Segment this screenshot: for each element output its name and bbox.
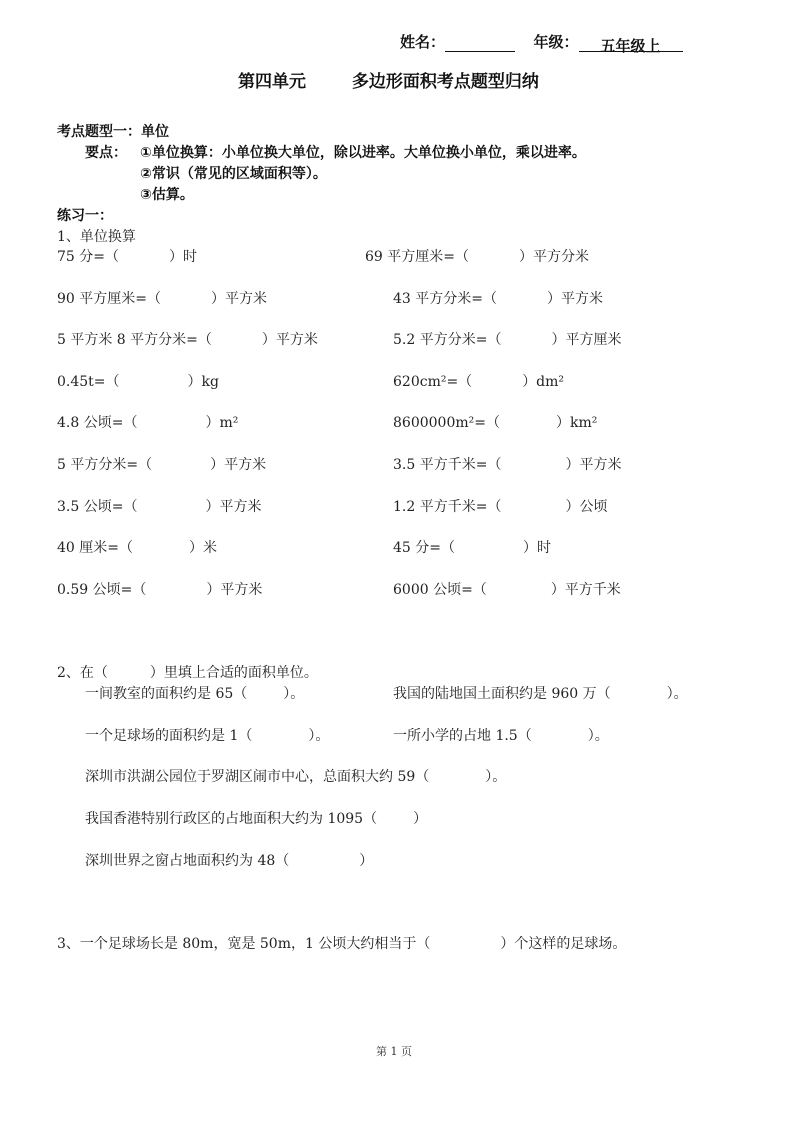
q3-question: 3、一个足球场长是 80m，宽是 50m，1 公顷大约相当于（ ）个这样的足球场。 [57, 936, 627, 952]
q1-row-7-right: 1.2 平方千米=（ ）公顷 [393, 499, 608, 515]
q1-row-4-left: 0.45t=（ ）kg [57, 374, 219, 390]
keypoint-3: ③估算。 [140, 187, 194, 203]
q2-item-5: 深圳市洪湖公园位于罗湖区闹市中心，总面积大约 59（ ）。 [85, 769, 507, 785]
q1-row-9-left: 0.59 公顷=（ ）平方米 [57, 582, 263, 598]
grade-field[interactable]: 五年级上 [579, 35, 683, 52]
q1-row-8-right: 45 分=（ ）时 [393, 540, 551, 556]
keypoints-label: 要点： [85, 145, 127, 161]
q2-item-2: 我国的陆地国土面积约是 960 万（ ）。 [393, 686, 688, 702]
topic-title: 多边形面积考点题型归纳 [351, 72, 539, 92]
q1-row-4-right: 620cm²=（ ）dm² [393, 374, 565, 390]
q1-title: 1、单位换算 [57, 229, 136, 245]
q1-row-6-right: 3.5 平方千米=（ ）平方米 [393, 457, 622, 473]
q1-row-2-left: 90 平方厘米=（ ）平方米 [57, 291, 267, 307]
name-field[interactable] [445, 35, 515, 52]
q1-row-8-left: 40 厘米=（ ）米 [57, 540, 217, 556]
q1-row-6-left: 5 平方分米=（ ）平方米 [57, 457, 267, 473]
page-number: 第 1 页 [376, 1045, 412, 1058]
student-info [400, 31, 683, 55]
grade-label: 年级： [533, 33, 579, 51]
q1-row-1-left: 75 分=（ ）时 [57, 249, 197, 265]
q1-row-1-right: 69 平方厘米=（ ）平方分米 [365, 249, 589, 265]
q1-row-3-left: 5 平方米 8 平方分米=（ ）平方米 [57, 332, 318, 348]
exercise-label: 练习一： [57, 208, 113, 224]
section-heading: 考点题型一：单位 [57, 124, 169, 140]
q1-row-5-left: 4.8 公顷=（ ）m² [57, 415, 239, 431]
page-title [238, 67, 539, 92]
q1-row-7-left: 3.5 公顷=（ ）平方米 [57, 499, 262, 515]
keypoint-1: ①单位换算：小单位换大单位，除以进率。大单位换小单位，乘以进率。 [140, 145, 586, 161]
name-label: 姓名： [400, 33, 446, 51]
q2-item-4: 一所小学的占地 1.5（ ）。 [393, 728, 609, 744]
q1-row-5-right: 8600000m²=（ ）km² [393, 415, 598, 431]
q2-item-3: 一个足球场的面积约是 1（ ）。 [85, 728, 330, 744]
unit-title: 第四单元 [238, 72, 306, 92]
q1-row-9-right: 6000 公顷=（ ）平方千米 [393, 582, 621, 598]
q1-row-3-right: 5.2 平方分米=（ ）平方厘米 [393, 332, 622, 348]
q2-title: 2、在（ ）里填上合适的面积单位。 [57, 665, 318, 681]
q2-item-6: 我国香港特别行政区的占地面积大约为 1095（ ） [85, 811, 428, 827]
keypoint-2: ②常识（常见的区域面积等）。 [140, 166, 327, 182]
q2-item-1: 一间教室的面积约是 65（ ）。 [85, 686, 305, 702]
q1-row-2-right: 43 平方分米=（ ）平方米 [393, 291, 603, 307]
q2-item-7: 深圳世界之窗占地面积约为 48（ ） [85, 853, 374, 869]
